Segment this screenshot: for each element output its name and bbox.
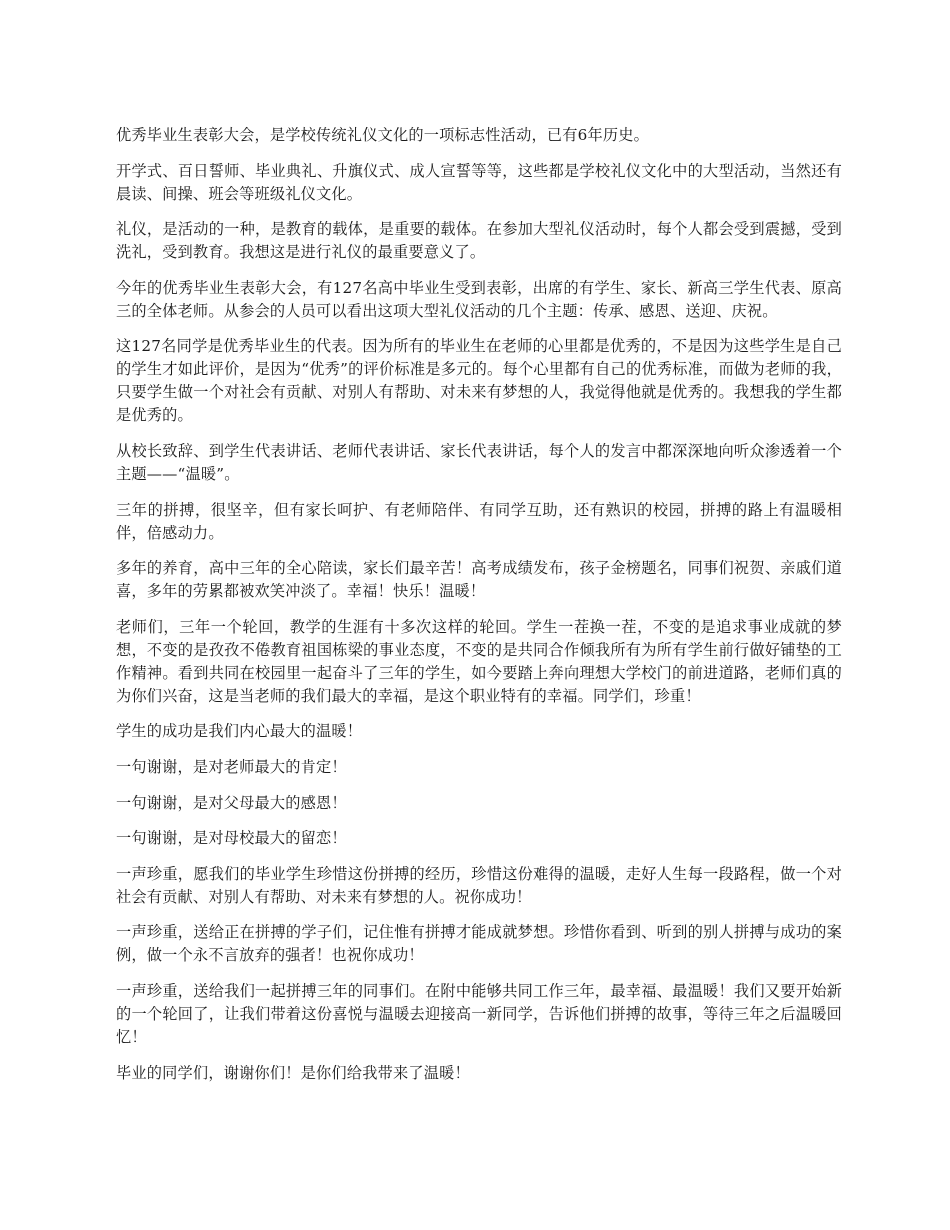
- paragraph-9: 老师们，三年一个轮回，教学的生涯有十多次这样的轮回。学生一茬换一茬，不变的是追求事业成就的梦想，不变的是孜孜不倦教育祖国栋梁的事业态度，不变的是共同合作倾我所有为所有学生前行做好铺垫的工作精神。看到共同在校园里一起奋斗了三年的学生，如今要踏上奔向理想大学校门的前进道路，老师们真的为你们兴奋，这是当老师的我们最大的幸福，是这个职业特有的幸福。同学们，珍重！: [116, 617, 842, 705]
- paragraph-16: 一声珍重，送给我们一起拼搏三年的同事们。在附中能够共同工作三年，最幸福、最温暖！我们又要开始新的一个轮回了，让我们带着这份喜悦与温暖去迎接高一新同学，告诉他们拼搏的故事，等待三年之后温暖回忆！: [116, 981, 842, 1046]
- paragraph-15: 一声珍重，送给正在拼搏的学子们，记住惟有拼搏才能成就梦想。珍惜你看到、听到的别人拼搏与成功的案例，做一个永不言放弃的强者！也祝你成功！: [116, 923, 842, 965]
- paragraph-8: 多年的养育，高中三年的全心陪读，家长们最辛苦！高考成绩发布，孩子金榜题名，同事们祝贺、亲戚们道喜，多年的劳累都被欢笑冲淡了。幸福！快乐！温暖！: [116, 559, 842, 601]
- paragraph-17: 毕业的同学们，谢谢你们！是你们给我带来了温暖！: [116, 1063, 470, 1082]
- paragraph-3: 礼仪，是活动的一种，是教育的载体，是重要的载体。在参加大型礼仪活动时，每个人都会受到震撼，受到洗礼，受到教育。我想这是进行礼仪的最重要意义了。: [116, 220, 842, 262]
- paragraph-14: 一声珍重，愿我们的毕业学生珍惜这份拼搏的经历，珍惜这份难得的温暖，走好人生每一段路程，做一个对社会有贡献、对别人有帮助、对未来有梦想的人。祝你成功！: [116, 864, 842, 906]
- document-body: [116, 124, 842, 1097]
- paragraph-7: 三年的拼搏，很坚辛，但有家长呵护、有老师陪伴、有同学互助，还有熟识的校园，拼搏的路上有温暖相伴，倍感动力。: [116, 500, 842, 542]
- paragraph-4: 今年的优秀毕业生表彰大会，有127名高中毕业生受到表彰，出席的有学生、家长、新高三学生代表、原高三的全体老师。从参会的人员可以看出这项大型礼仪活动的几个主题：传承、感恩、送迎、庆祝。: [116, 278, 842, 320]
- paragraph-12: 一句谢谢，是对父母最大的感恩！: [116, 793, 347, 812]
- paragraph-1: 优秀毕业生表彰大会，是学校传统礼仪文化的一项标志性活动，已有6年历史。: [116, 126, 650, 144]
- paragraph-5: 这127名同学是优秀毕业生的代表。因为所有的毕业生在老师的心里都是优秀的，不是因为这些学生是自己的学生才如此评价，是因为“优秀”的评价标准是多元的。每个心里都有自己的优秀标准，而做为老师的我，只要学生做一个对社会有贡献、对别人有帮助、对未来有梦想的人，我觉得他就是优秀的。我想我的学生都是优秀的。: [116, 337, 842, 425]
- paragraph-10: 学生的成功是我们内心最大的温暖！: [116, 722, 363, 741]
- paragraph-13: 一句谢谢，是对母校最大的留恋！: [116, 829, 347, 848]
- paragraph-2: 开学式、百日誓师、毕业典礼、升旗仪式、成人宣誓等等，这些都是学校礼仪文化中的大型活动，当然还有晨读、间操、班会等班级礼仪文化。: [116, 161, 842, 203]
- paragraph-6: 从校长致辞、到学生代表讲话、老师代表讲话、家长代表讲话，每个人的发言中都深深地向听众渗透着一个主题——“温暖”。: [116, 441, 842, 483]
- paragraph-11: 一句谢谢，是对老师最大的肯定！: [116, 757, 347, 776]
